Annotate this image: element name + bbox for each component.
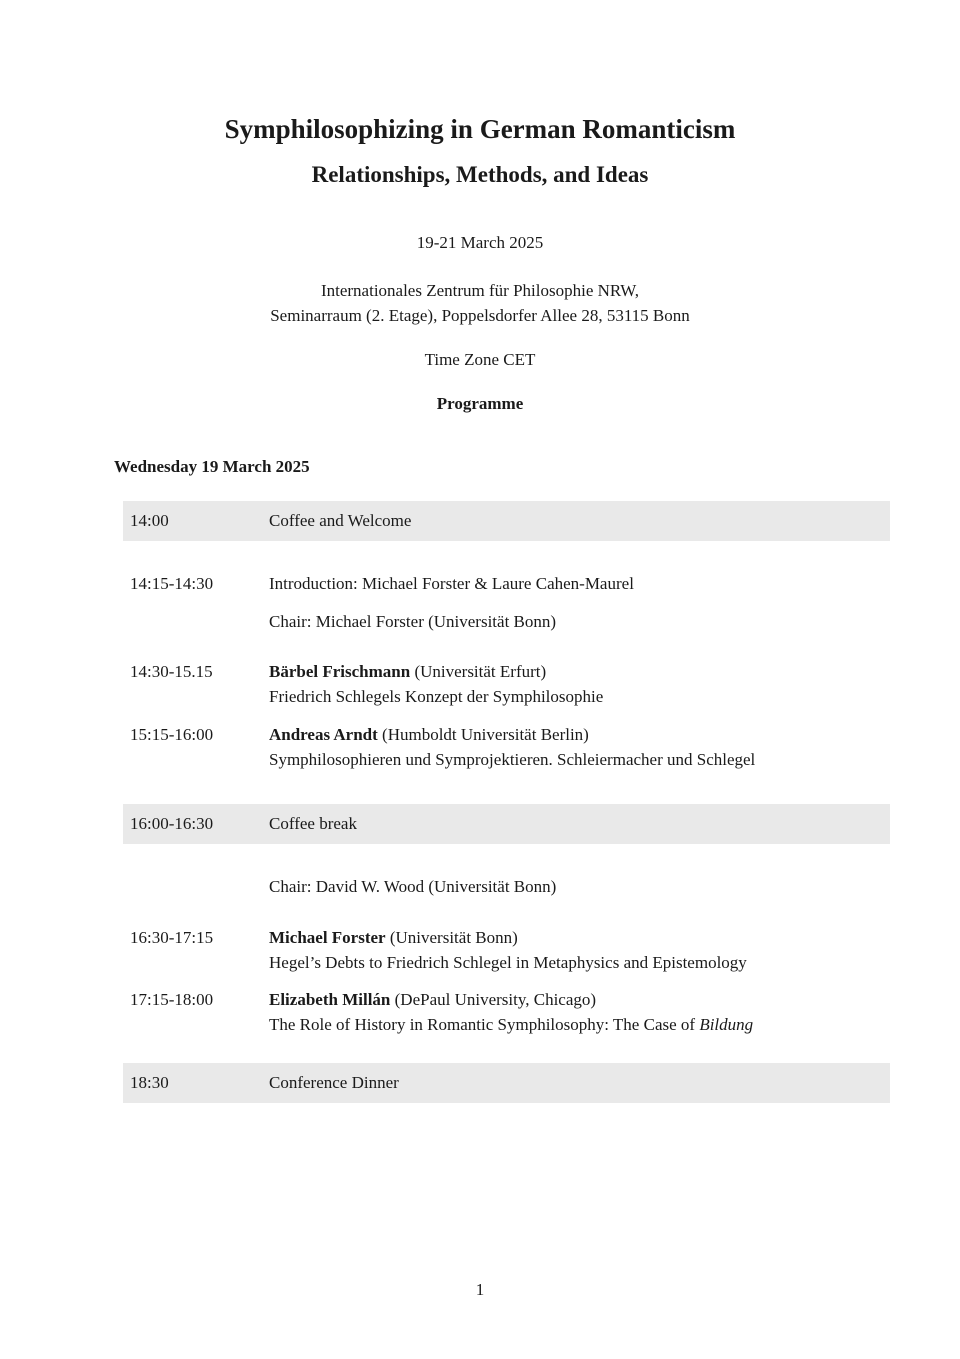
speaker-name: Elizabeth Millán (269, 990, 391, 1009)
venue-line-1: Internationales Zentrum für Philosophie NRW, (320, 281, 640, 300)
speaker-name: Andreas Arndt (269, 725, 378, 744)
conference-dates: 19-21 March 2025 (416, 233, 544, 252)
chair-text: Chair: Michael Forster (Universität Bonn) (269, 612, 557, 631)
session-time: 18:30 (130, 1073, 169, 1092)
talk-title: The Role of History in Romantic Symphilosophy: The Case of (269, 1015, 700, 1034)
session-title: Coffee break (269, 814, 357, 833)
session-band-coffee-break (123, 804, 890, 844)
talk-title: Friedrich Schlegels Konzept der Symphilosophie (269, 687, 604, 706)
session-time: 16:30-17:15 (130, 928, 214, 947)
session-time: 14:15-14:30 (130, 574, 214, 593)
session-content (269, 722, 889, 772)
session-band-dinner (123, 1063, 890, 1103)
session-time: 14:00 (130, 511, 169, 530)
programme-heading: Programme (436, 394, 524, 413)
session-title: Introduction: Michael Forster & Laure Cahen-Maurel (269, 574, 634, 593)
day-heading: Wednesday 19 March 2025 (114, 457, 310, 476)
speaker-affiliation: (Universität Erfurt) (410, 662, 547, 681)
session-content (269, 659, 889, 709)
document-title: Symphilosophizing in German Romanticism (224, 114, 736, 144)
session-content (269, 987, 889, 1037)
speaker-affiliation: (Universität Bonn) (385, 928, 518, 947)
page-number: 1 (475, 1280, 485, 1299)
speaker-name: Michael Forster (269, 928, 386, 947)
session-time: 14:30-15.15 (130, 662, 213, 681)
session-time: 15:15-16:00 (130, 725, 214, 744)
session-title: Coffee and Welcome (269, 511, 412, 530)
venue-line-2: Seminarraum (2. Etage), Poppelsdorfer Allee 28, 53115 Bonn (270, 306, 690, 325)
talk-title-italic: Bildung (699, 1015, 754, 1034)
speaker-affiliation: (Humboldt Universität Berlin) (377, 725, 589, 744)
document-subtitle: Relationships, Methods, and Ideas (311, 162, 649, 187)
session-content (269, 925, 889, 975)
chair-text: Chair: David W. Wood (Universität Bonn) (269, 877, 557, 896)
talk-title: Hegel’s Debts to Friedrich Schlegel in Metaphysics and Epistemology (269, 953, 747, 972)
session-time: 17:15-18:00 (130, 990, 214, 1009)
speaker-name: Bärbel Frischmann (269, 662, 411, 681)
talk-title: Symphilosophieren und Symprojektieren. Schleiermacher und Schlegel (269, 750, 756, 769)
speaker-affiliation: (DePaul University, Chicago) (390, 990, 597, 1009)
session-title: Conference Dinner (269, 1073, 399, 1092)
session-band-welcome (123, 501, 890, 541)
timezone: Time Zone CET (424, 350, 536, 369)
session-time: 16:00-16:30 (130, 814, 214, 833)
